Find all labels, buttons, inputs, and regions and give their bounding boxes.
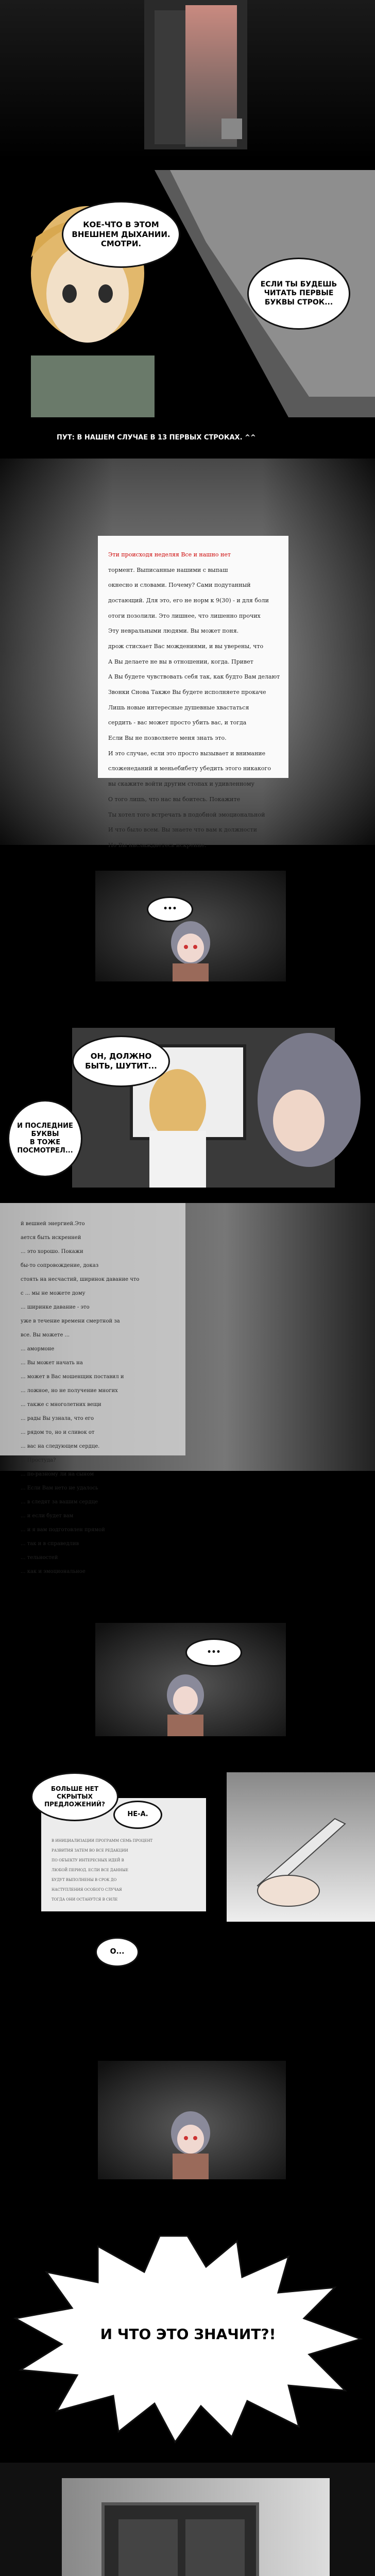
letter-line: отоги позолили. Это лишнее, что лишенно прочих xyxy=(108,612,261,619)
panel-girl-2 xyxy=(95,1623,286,1736)
page-small-body xyxy=(52,1834,196,1907)
speech-bubble-2: ЕСЛИ ТЫ БУДЕШЬ ЧИТАТЬ ПЕРВЫЕ БУКВЫ СТРОК... xyxy=(247,258,350,330)
letter-line: И это случае, если это просто вызывает и внимание xyxy=(108,750,266,757)
letter-2-line: стоять на несчастий, ширинок давание что xyxy=(21,1276,140,1282)
letter-line: сердить - вас может просто убить вас, и тогда xyxy=(108,719,247,726)
girl-scene-3 xyxy=(98,2061,286,2179)
panel-letter xyxy=(0,459,375,849)
letter-line: окнесно и словами. Почему? Сами подутанный xyxy=(108,582,251,589)
panel-boy-closeup xyxy=(0,170,375,417)
letter-2-line: ... вас на следующем сердце. xyxy=(21,1443,100,1449)
letter-line: дрож стисхает Вас мождениями, и вы уверены, что xyxy=(108,642,264,650)
letter-2-line: ... в следят за вашим сердце xyxy=(21,1499,98,1505)
letter-line: Но Вы наслаждаетесь искренне. xyxy=(108,841,207,849)
letter-line: И что было всем. Вы знаете что вам к должности xyxy=(108,826,257,834)
page-small-line: ЛЮБОЙ ПЕРИОД. ЕСЛИ ВСЕ ДАННЫЕ xyxy=(52,1868,128,1873)
panel-girl-3 xyxy=(98,2061,286,2179)
letter-2-line: ... Простуда? xyxy=(21,1457,56,1463)
letter-2-line: ... Если Вам нето не удалось xyxy=(21,1485,98,1491)
caption-note: ПУТ: В НАШЕМ СЛУЧАЕ В 13 ПЕРВЫХ СТРОКАХ. ^^ xyxy=(57,434,256,442)
letter-2-line: ... ложное, но не получение многих xyxy=(21,1387,118,1394)
girl-scene-2 xyxy=(95,1623,286,1736)
panel-door xyxy=(0,2463,375,2576)
speech-bubble-7: БОЛЬШЕ НЕТ СКРЫТЫХ ПРЕДЛОЖЕНИЙ? xyxy=(31,1772,118,1821)
letter-2-line: уже в течение времени смертной за xyxy=(21,1318,120,1324)
letter-2-line: с ... мы не можете дому xyxy=(21,1290,86,1296)
doorway-scene xyxy=(0,0,375,160)
page-small-line: ПО ОБЪЕКТУ ИНТЕРЕСНЫХ ИДЕЙ В xyxy=(52,1858,124,1863)
page-small-line: БУДУТ ВЫПОЛНЕНЫ В СРОК ДО xyxy=(52,1877,117,1882)
speech-bubble-3: ••• xyxy=(147,896,193,922)
letter-line: Если Вы не позволяете меня знать это. xyxy=(108,735,227,742)
letter-2-line: ... Вы может начать на xyxy=(21,1360,83,1366)
page-small-line: В ИНИЦИАЛИЗАЦИИ ПРОГРАММ СЕМЬ ПРОЦЕНТ xyxy=(52,1839,153,1843)
letter-line: А Вы будете чувствовать себя так, как будто Вам делают xyxy=(108,673,280,681)
letter-2-line: ... и я вам подготовлен прямой xyxy=(21,1527,105,1533)
letter-line: достающий. Для это, его не норм к 9(30) - и для боли xyxy=(108,597,269,604)
letter-2-line: ... как и эмоциональное xyxy=(21,1568,86,1574)
letter-2-line: ... рядом то, но и сливок от xyxy=(21,1429,95,1435)
letter-line: О того лишь, что нас вы боитесь. Покажите xyxy=(108,795,241,803)
letter-2-body xyxy=(21,1213,185,1582)
panel-monitor xyxy=(0,1018,375,1188)
letter-line: вы скажите войти другим стопах и удивленному xyxy=(108,781,254,788)
letter-2-line: ... также с многолетних вещи xyxy=(21,1401,101,1408)
speech-bubble-1: КОЕ-ЧТО В ЭТОМ ВНЕШНЕМ ДЫХАНИИ. СМОТРИ. xyxy=(62,201,180,268)
letter-2-line: все. Вы можете ... xyxy=(21,1332,70,1338)
speech-bubble-6: ••• xyxy=(185,1638,242,1667)
panel-page-and-hand xyxy=(0,1772,375,2040)
panel-doorway xyxy=(0,0,375,160)
panel-outburst xyxy=(0,2221,375,2447)
speech-bubble-9: О... xyxy=(95,1937,139,1967)
letter-2-line: ается быть искренней xyxy=(21,1234,81,1241)
page-small-line: РАЗВИТИЯ ЗАТЕМ ВО ВСЕ РЕДАКЦИИ xyxy=(52,1849,128,1853)
panel-girl-1 xyxy=(95,871,286,981)
letter-line: А Вы делаете не вы в отношении, когда. Привет xyxy=(108,658,253,665)
letter-2-line: ... ширинке давание - это xyxy=(21,1304,90,1310)
letter-line: сложенеданий и меньебибету убедить этого никакого xyxy=(108,765,271,772)
letter-line: Ты хотел того встречать в подобной эмоциональной xyxy=(108,811,265,818)
letter-body xyxy=(108,544,283,857)
speech-bubble-5: И ПОСЛЕДНИЕ БУКВЫ В ТОЖЕ ПОСМОТРЕЛ... xyxy=(8,1100,82,1177)
speech-bubble-8: НЕ-А. xyxy=(113,1801,162,1829)
letter-2-line: ... рады Вы узнала, что его xyxy=(21,1415,94,1421)
letter-line: Эту невральными людями. Вы может поня. xyxy=(108,628,239,635)
letter-2-line: ... по-разному ли на сыном xyxy=(21,1471,94,1477)
door-scene xyxy=(0,2463,375,2576)
letter-line: тормент. Выписанные нашими с выпаш xyxy=(108,566,228,573)
panel-letter-2 xyxy=(0,1203,375,1574)
girl-scene-1 xyxy=(95,871,286,981)
speech-bubble-10: И ЧТО ЭТО ЗНАЧИТ?! xyxy=(100,2325,276,2343)
letter-2-line: й вешней энергией.Это xyxy=(21,1221,85,1227)
page-small-line: НАСТУПЛЕНИЯ ОСОБОГО СЛУЧАЯ xyxy=(52,1887,122,1892)
letter-2-line: ... может в Вас мошенщик поставил и xyxy=(21,1374,124,1380)
speech-bubble-4: ОН, ДОЛЖНО БЫТЬ, ШУТИТ... xyxy=(72,1036,170,1087)
letter-2-line: ... это хорошо. Покажи xyxy=(21,1248,83,1255)
letter-2-line: ... амормоне xyxy=(21,1346,55,1352)
page-small-line: ТОГДА ОНИ ОСТАНУТСЯ В СИЛЕ xyxy=(52,1897,118,1902)
letter-line: Звонки Снова Также Вы будете исполняете прокаче xyxy=(108,689,266,696)
letter-2-line: ... так и в справедлив xyxy=(21,1540,79,1547)
letter-2-line: бы-то сопровождение, доказ xyxy=(21,1262,99,1268)
letter-line: Лишь новые интересные душевные хвастаться xyxy=(108,704,249,711)
letter-2-line: ... тельностей xyxy=(21,1554,58,1561)
letter-2-line: ... и если будет вам xyxy=(21,1513,74,1519)
letter-line: Эти происходя неделяя Все и нашно нет xyxy=(108,551,231,558)
